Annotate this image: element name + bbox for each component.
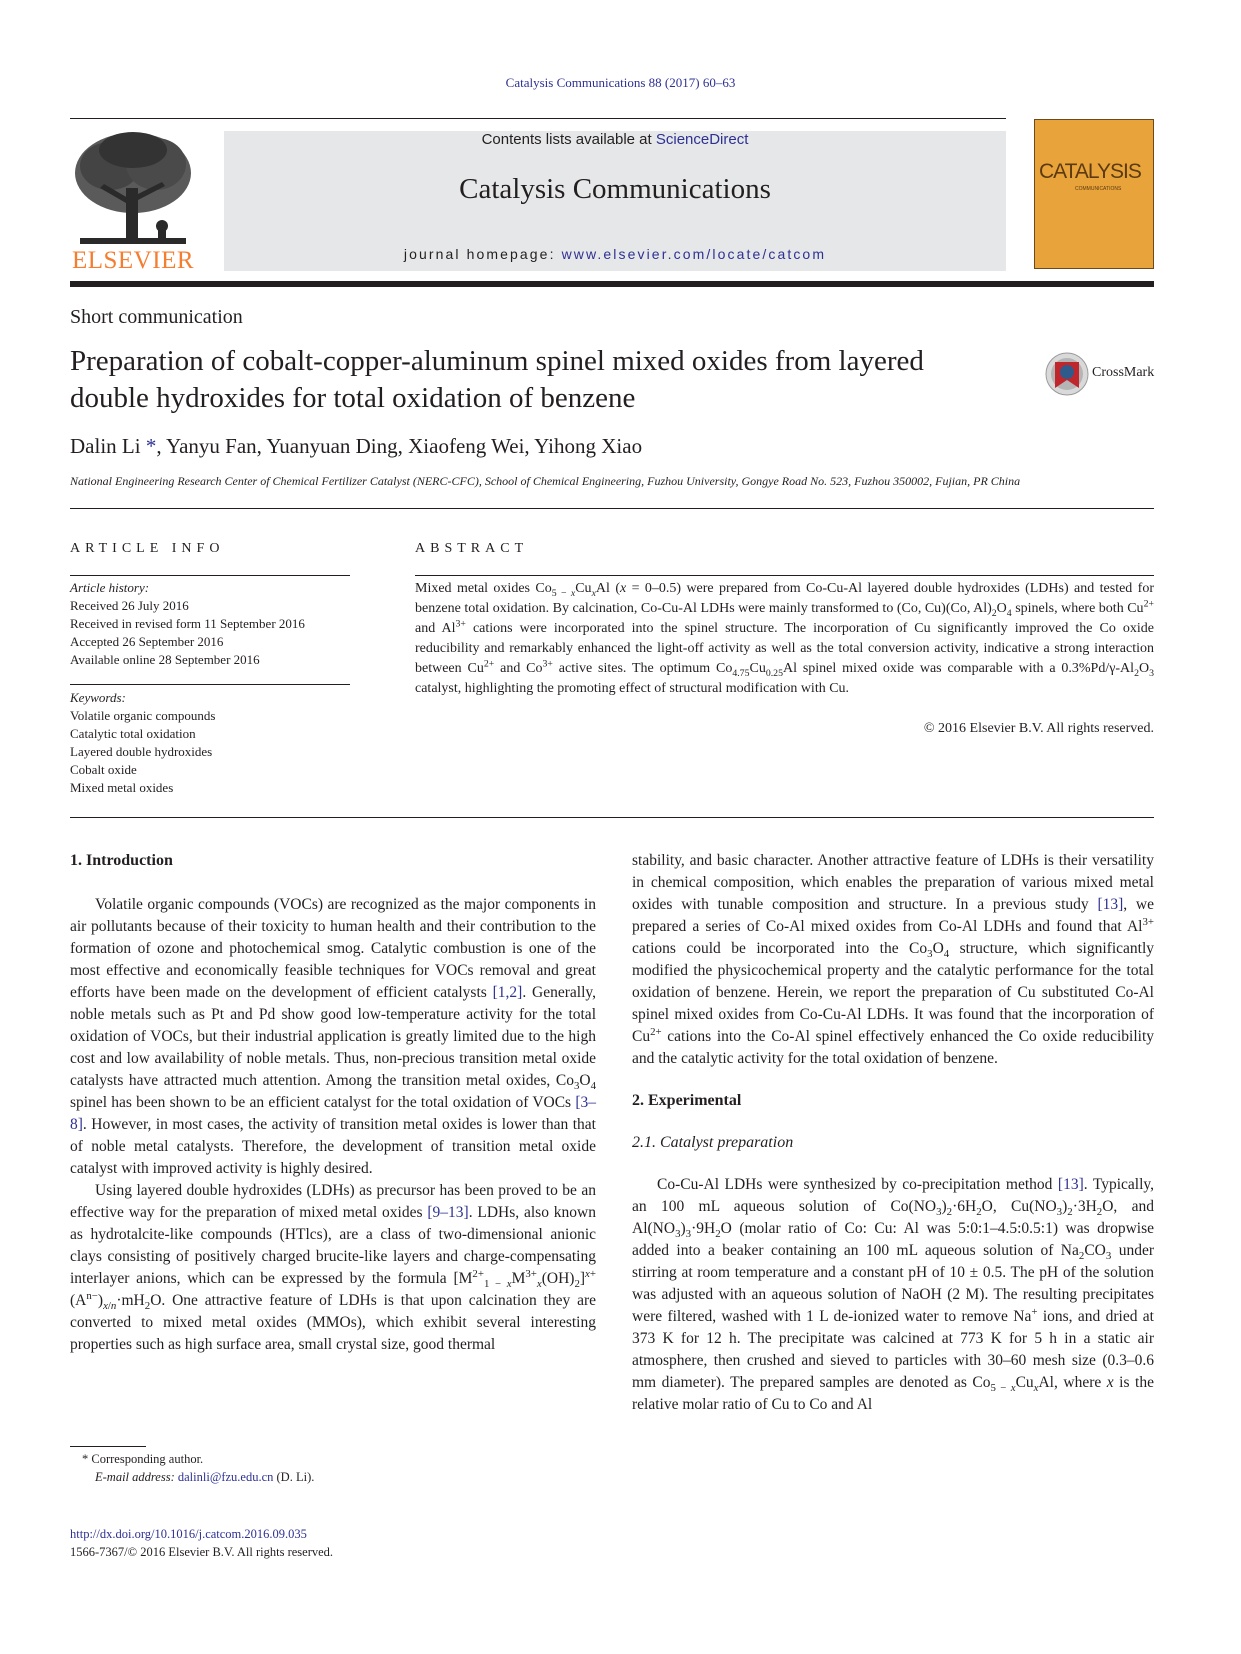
footnotes (70, 1450, 596, 1486)
keywords-divider (70, 684, 350, 685)
crossmark-label[interactable]: CrossMark (1092, 365, 1155, 380)
history-item: Received in revised form 11 September 2016 (70, 616, 305, 631)
article-type: Short communication (70, 306, 243, 328)
top-divider (70, 118, 1006, 119)
cover-title: CATALYSIS (1039, 160, 1141, 183)
body-left-column (70, 850, 596, 1356)
history-item: Received 26 July 2016 (70, 598, 189, 613)
citation-link[interactable]: [13] (1097, 896, 1124, 913)
doi-link[interactable]: http://dx.doi.org/10.1016/j.catcom.2016.09.035 (70, 1527, 307, 1541)
abstract-text: Mixed metal oxides $Co_{5 - x}Cu_xAl$ (x = 0–0.5) were prepared from Co-Cu-Al layered double hydroxides (LDHs) and tested for benzene total oxidation. By calcination, Co-Cu-Al LDHs were mainly transformed to (Co, Cu)(Co, $Al)_2O_4$ spinels, where both $Cu^{2+}$ and $Al^{3+}$ cations were incorporated into the spinel structure. The incorporation of Cu significantly improved the Co oxide reducibility and remarkably enhanced the light-off activity as well as the total conversion activity, indicative a strong interaction between $Cu^{2+}$ and $Co^{3+}$ active sites. The optimum $Co_{4.75}Cu_{0.25}Al$ spinel mixed oxide was comparable with a $0.3\%Pd/\gamma-Al_2O_3$ catalyst, highlighting the promoting effect of structural modification with Cu. (415, 581, 1155, 696)
journal-cover-thumbnail[interactable] (1034, 119, 1154, 269)
citation-link[interactable]: [3–8] (70, 1094, 596, 1133)
journal-reference[interactable]: Catalysis Communications 88 (2017) 60–63 (505, 75, 736, 90)
email-link[interactable]: dalinli@fzu.edu.cn (177, 1470, 274, 1484)
abstract-end-divider (70, 817, 1154, 818)
keywords-label: Keywords: (70, 690, 126, 705)
keyword-item: Volatile organic compounds (70, 708, 216, 723)
article-info-divider (70, 575, 350, 576)
elsevier-wordmark: ELSEVIER (71, 247, 195, 274)
sciencedirect-link[interactable]: ScienceDirect (655, 131, 749, 148)
abstract-heading: ABSTRACT (415, 541, 529, 556)
citation-link[interactable]: [1,2] (492, 984, 523, 1001)
email-note: E-mail address: dalinli@fzu.edu.cn (D. Li). (95, 1470, 315, 1484)
article-title: Preparation of cobalt-copper-aluminum spinel mixed oxides from layered double hydroxides for total oxidation of benzene (70, 345, 924, 414)
homepage-link[interactable]: www.elsevier.com/locate/catcom (561, 246, 827, 262)
experimental-heading: 2. Experimental (632, 1092, 742, 1109)
intro-paragraph-2-continued: stability, and basic character. Another attractive feature of LDHs is their versatility in chemical composition, which enables the preparation of various mixed metal oxides with tunable composition and structure. In a previous study [13], we prepared a series of Co-Al mixed oxides from Co-Al LDHs and found that $Al^{3+}$ cations could be incorporated into the $Co_3O_4$ structure, which significantly modified the physicochemical property and the catalytic performance for the total oxidation of benzene. Herein, we report the preparation of Cu substituted Co-Al spinel mixed oxides from Co-Cu-Al LDHs. It was found that the incorporation of $Cu^{2+}$ cations into the Co-Al spinel effectively enhanced the Co oxide reducibility and the catalytic activity for the total oxidation of benzene. (632, 852, 1155, 1067)
history-item: Available online 28 September 2016 (70, 652, 260, 667)
header-thick-divider (70, 281, 1154, 287)
crossmark-icon[interactable] (1045, 352, 1089, 396)
article-history (70, 579, 360, 669)
history-item: Accepted 26 September 2016 (70, 634, 224, 649)
history-label: Article history: (70, 580, 150, 595)
catalyst-preparation-paragraph: Co-Cu-Al LDHs were synthesized by co-precipitation method [13]. Typically, an 100 mL aqueous solution of $Co(NO_3)_2\cdot 6H_2O$, $Cu(NO_3)_2\cdot 3H_2O$, and $Al(NO_3)_3\cdot 9H_2O$ (molar ratio of Co: Cu: Al was 5:0:1–4.5:0.5:1) was dropwise added into a beaker containing an 100 mL aqueous solution of $Na_2CO_3$ under stirring at room temperature and a constant pH of 10 ± 0.5. The pH of the solution was adjusted with an aqueous solution of NaOH (2 M). The resulting precipitates were filtered, washed with 1 L de-ionized water to remove Na+ ions, and dried at 373 K for 12 h. The precipitate was calcined at 773 K for 5 h in a static air atmosphere, then crushed and sieved to particles with 30–60 mesh size (0.3–0.6 mm diameter). The prepared samples are denoted as $Co_{5 - x}Cu_xAl$, where x is the relative molar ratio of Cu to Co and Al (632, 1176, 1155, 1413)
citation-link[interactable]: [9–13] (427, 1204, 469, 1221)
catalyst-preparation-heading: 2.1. Catalyst preparation (632, 1134, 794, 1151)
affiliation-divider (70, 508, 1154, 509)
keyword-item: Mixed metal oxides (70, 780, 174, 795)
footnote-divider (70, 1446, 146, 1447)
journal-title: Catalysis Communications (459, 173, 771, 205)
corresponding-author-note: * Corresponding author. (82, 1452, 204, 1466)
keyword-item: Catalytic total oxidation (70, 726, 196, 741)
author-list: Dalin Li *, Yanyu Fan, Yuanyuan Ding, Xiaofeng Wei, Yihong Xiao (70, 434, 643, 458)
corresponding-author-mark[interactable]: * (145, 434, 157, 458)
intro-paragraph-2: Using layered double hydroxides (LDHs) as precursor has been proved to be an effective way for the preparation of mixed metal oxides [9–13]. LDHs, also known as hydrotalcite-like compounds (HTlcs), are a class of two-dimensional anionic clays consisting of positively charged brucite-like layers and charge-compensating interlayer anions, which can be expressed by the formula $[M^{2+}_{1 - x}M^{3+}_x(OH)_2]^{x+}(A^{n-})_{x/n}\cdot mH_2O$. One attractive feature of LDHs is that upon calcination they are converted to mixed metal oxides (MMOs), which exhibit several interesting properties such as high surface area, small crystal size, good thermal (70, 1182, 596, 1353)
abstract-divider (415, 575, 1154, 576)
affiliation: National Engineering Research Center of Chemical Fertilizer Catalyst (NERC-CFC), School of Chemical Engineering, Fuzhou University, Gongye Road No. 523, Fuzhou 350002, Fujian, PR China (70, 474, 1021, 488)
intro-paragraph-1: Volatile organic compounds (VOCs) are recognized as the major components in air pollutants because of their toxicity to human health and their contribution to the formation of ozone and photochemical smog. Catalytic combustion is one of the most effective and economically feasible techniques for VOCs removal and great efforts have been made on the development of efficient catalysts [1,2]. Generally, noble metals such as Pt and Pd show good low-temperature activity for the total oxidation of VOCs, but their industrial application is greatly limited due to the high cost and low availability of noble metals. Thus, non-precious transition metal oxide catalysts have attracted much attention. Among the transition metal oxides, $Co_3O_4$ spinel has been shown to be an efficient catalyst for the total oxidation of VOCs [3–8]. However, in most cases, the activity of transition metal oxides is lower than that of noble metal catalysts. Therefore, the development of transition metal oxide catalyst with improved activity is highly desired. (70, 896, 597, 1177)
contents-line: Contents lists available at ScienceDirect (481, 131, 749, 148)
keywords (70, 689, 360, 797)
cover-subtitle: COMMUNICATIONS (1075, 186, 1122, 192)
article-info-heading: ARTICLE INFO (70, 541, 225, 556)
body-right-column (632, 850, 1154, 1416)
abstract-copyright: © 2016 Elsevier B.V. All rights reserved. (923, 721, 1154, 736)
keyword-item: Cobalt oxide (70, 762, 137, 777)
introduction-heading: 1. Introduction (70, 852, 173, 869)
issn-copyright: 1566-7367/© 2016 Elsevier B.V. All rights reserved. (70, 1545, 334, 1559)
journal-homepage: journal homepage: www.elsevier.com/locate/catcom (403, 246, 827, 262)
keyword-item: Layered double hydroxides (70, 744, 213, 759)
citation-link[interactable]: [13] (1057, 1176, 1084, 1193)
